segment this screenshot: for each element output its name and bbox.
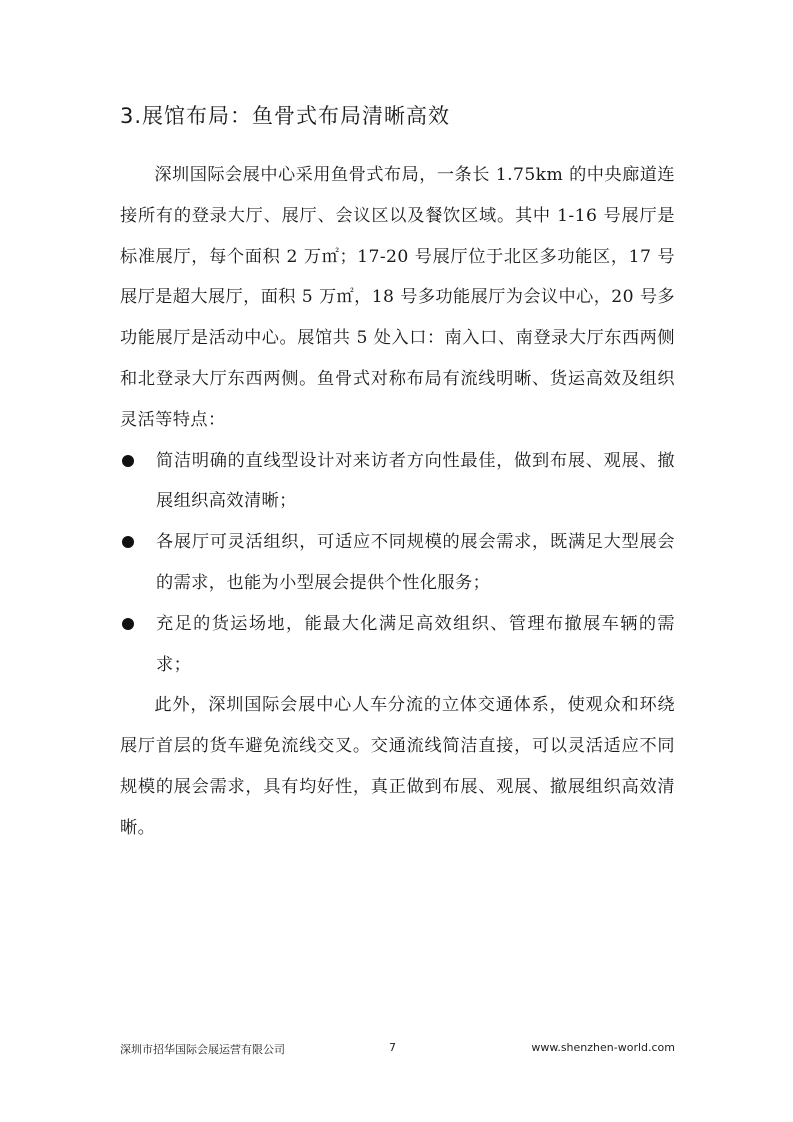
footer-website: www.shenzhen-world.com xyxy=(531,1041,675,1054)
bullet-dot-icon xyxy=(122,536,134,548)
page-footer xyxy=(120,1041,675,1057)
bullet-text: 各展厅可灵活组织，可适应不同规模的展会需求，既满足大型展会的需求，也能为小型展会提供个性化服务； xyxy=(156,532,675,593)
intro-paragraph: 深圳国际会展中心采用鱼骨式布局，一条长 1.75km 的中央廊道连接所有的登录大厅、展厅、会议区以及餐饮区域。其中 1-16 号展厅是标准展厅，每个面积 2 万㎡；17-20 号展厅位于北区多功能区，17 号展厅是超大展厅，面积 5 万㎡，18 号多功能展厅为会议中心，20 号多功能展厅是活动中心。展馆共 5 处入口：南入口、南登录大厅东西两侧和北登录大厅东西两侧。鱼骨式对称布局有流线明晰、货运高效及组织灵活等特点： xyxy=(120,165,675,430)
section-heading: 3.展馆布局：鱼骨式布局清晰高效 xyxy=(120,104,451,128)
footer-company: 深圳市招华国际会展运营有限公司 xyxy=(120,1043,285,1056)
bullet-item-2 xyxy=(120,522,675,604)
bullet-dot-icon xyxy=(122,455,134,467)
body-text xyxy=(120,155,675,849)
bullet-dot-icon xyxy=(122,618,134,630)
bullet-item-1 xyxy=(120,441,675,523)
bullet-item-3 xyxy=(120,604,675,686)
closing-paragraph: 此外，深圳国际会展中心人车分流的立体交通体系，使观众和环绕展厅首层的货车避免流线交叉。交通流线简洁直接，可以灵活适应不同规模的展会需求，具有均好性，真正做到布展、观展、撤展组织高效清晰。 xyxy=(120,695,675,838)
page-number: 7 xyxy=(389,1041,396,1054)
bullet-text: 充足的货运场地，能最大化满足高效组织、管理布撤展车辆的需求； xyxy=(156,613,675,675)
bullet-text: 简洁明确的直线型设计对来访者方向性最佳，做到布展、观展、撤展组织高效清晰； xyxy=(156,450,675,512)
